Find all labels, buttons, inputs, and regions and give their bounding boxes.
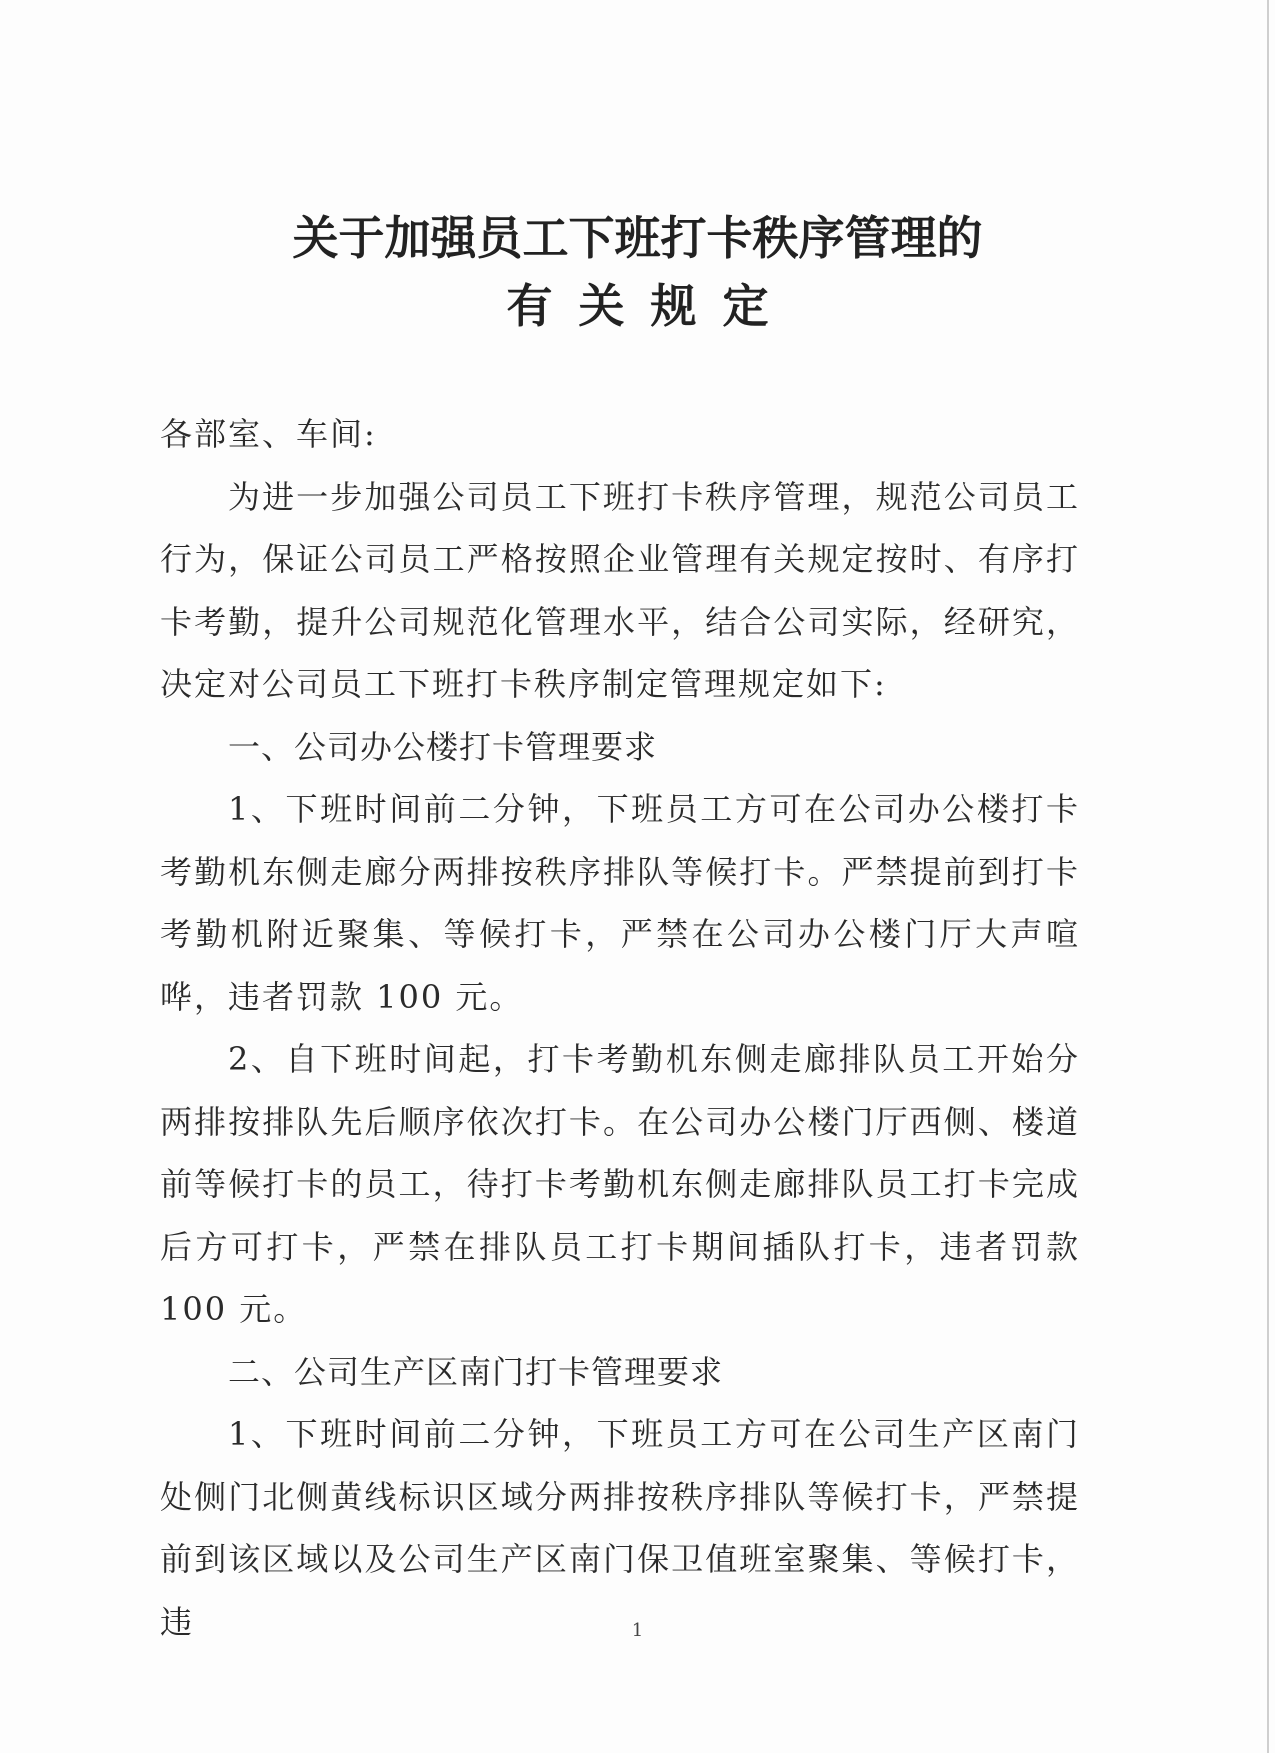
document-title-line1: 关于加强员工下班打卡秩序管理的 <box>292 211 983 265</box>
section2-item1: 1、下班时间前二分钟，下班员工方可在公司生产区南门处侧门北侧黄线标识区域分两排按秩序排队等候打卡，严禁提前到该区域以及公司生产区南门保卫值班室聚集、等候打卡，违 <box>160 1415 1080 1641</box>
section1-heading: 一、公司办公楼打卡管理要求 <box>228 727 658 766</box>
page-number: 1 <box>631 1620 644 1641</box>
section1-item2: 2、自下班时间起，打卡考勤机东侧走廊排队员工开始分两排按排队先后顺序依次打卡。在公司办公楼门厅西侧、楼道前等候打卡的员工，待打卡考勤机东侧走廊排队员工打卡完成后方可打卡，严禁在排队员工打卡期间插队打卡，违者罚款 100 元。 <box>160 1040 1080 1328</box>
intro-paragraph: 为进一步加强公司员工下班打卡秩序管理，规范公司员工行为，保证公司员工严格按照企业管理有关规定按时、有序打卡考勤，提升公司规范化管理水平，结合公司实际，经研究，决定对公司员工下班打卡秩序制定管理规定如下: <box>160 477 1080 703</box>
document-body <box>160 403 1080 1653</box>
section2-heading: 二、公司生产区南门打卡管理要求 <box>228 1352 724 1391</box>
salutation: 各部室、车间: <box>160 415 377 453</box>
section1-item1: 1、下班时间前二分钟，下班员工方可在公司办公楼打卡考勤机东侧走廊分两排按秩序排队等候打卡。严禁提前到打卡考勤机附近聚集、等候打卡，严禁在公司办公楼门厅大声喧哗，违者罚款 100 元。 <box>160 790 1080 1016</box>
document-title-line2: 有关规定 <box>506 279 795 333</box>
